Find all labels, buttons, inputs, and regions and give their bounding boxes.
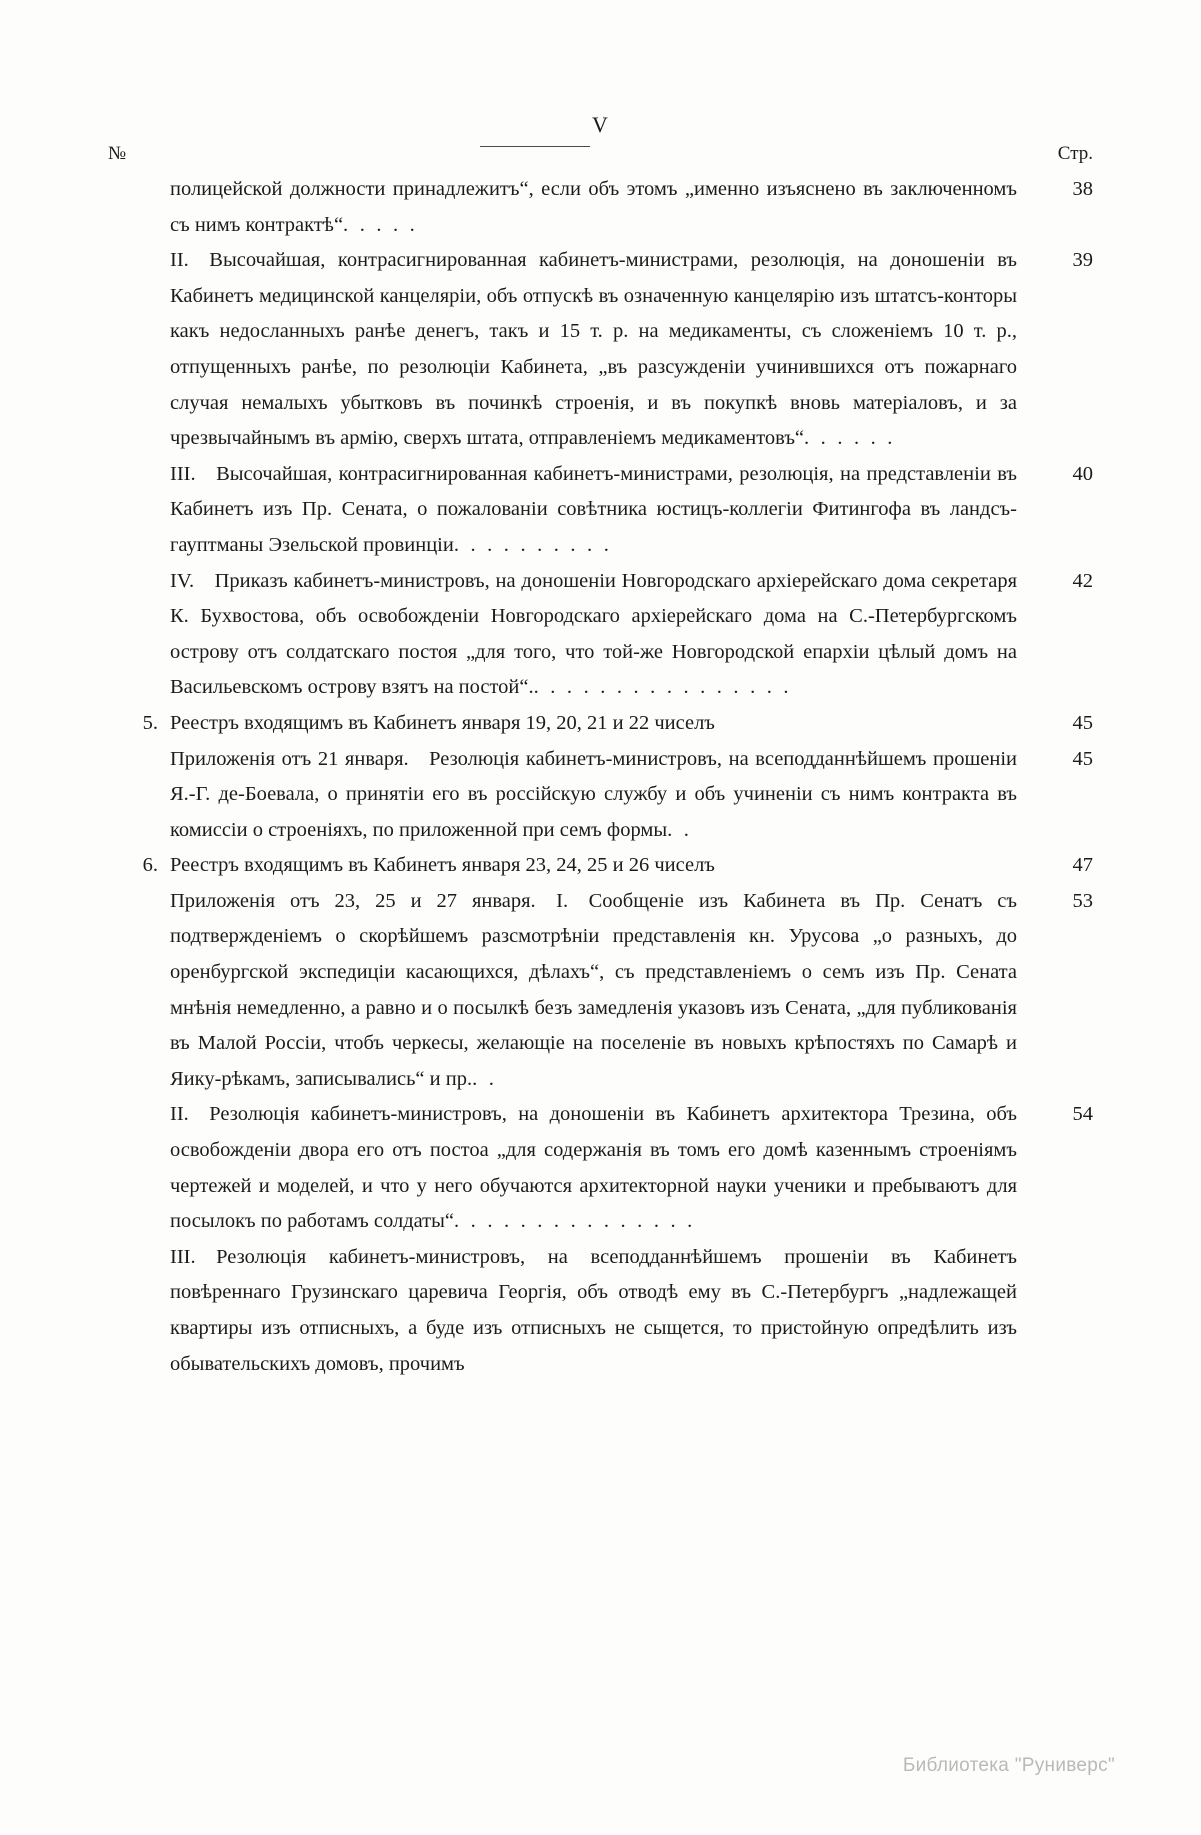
toc-leader-dots: . . . . . . . . . . . . . . .: [454, 1210, 696, 1233]
toc-leader-dots: . . . . . .: [804, 427, 896, 450]
toc-entry-text: [170, 706, 1017, 742]
toc-leader-dots: . . . . . . . . . .: [453, 533, 613, 556]
toc-entry: [108, 1240, 1093, 1382]
toc-entry-text: [170, 243, 1017, 457]
library-watermark: Библиотека "Руниверс": [902, 1755, 1115, 1776]
toc-entry-text: [170, 172, 1017, 243]
toc-entry-page: 45: [1072, 747, 1093, 770]
toc-entry-title: Реестръ входящимъ въ Кабинетъ января 23, 24, 25 и 26 чиселъ: [170, 854, 715, 877]
toc-entry-page: 54: [1072, 1103, 1093, 1126]
page-number-roman: V: [592, 112, 609, 137]
toc-leader-dots: . .: [667, 818, 693, 841]
toc-entry: [108, 457, 1093, 564]
toc-entry-page: 40: [1072, 462, 1093, 485]
toc-entry-page: 47: [1072, 854, 1093, 877]
toc-entry-title: полицейской должности принадлежитъ“, если объ этомъ „именно изъяснено въ заключенномъ съ нимъ контрактѣ“: [170, 178, 1017, 236]
toc-entry-text: [170, 742, 1017, 849]
header-rule: [480, 146, 590, 147]
toc-entry-page: 38: [1072, 178, 1093, 200]
toc-entry-title: II. Резолюція кабинетъ-министровъ, на доношеніи въ Кабинетъ архитектора Трезина, объ освобожденіи двора его отъ постоа „для содержанія въ томъ его домѣ казеннымъ строеніямъ чертежей и моделей, и что у него обучаются архитекторной науки ученики и пребываютъ для посылокъ по работамъ солдаты“: [170, 1103, 1017, 1233]
toc-entry-title: Приложенія отъ 21 января. Резолюція кабинетъ-министровъ, на всеподданнѣйшемъ прошеніи Я.-Г. де-Боевала, о принятіи его въ россійскую службу и объ учиненіи съ нимъ контракта въ комиссіи о строеніяхъ, по приложенной при семъ формы: [170, 747, 1017, 841]
toc-entry-title: III. Резолюція кабинетъ-министровъ, на всеподданнѣйшемъ прошеніи въ Кабинетъ повѣреннаго Грузинскаго царевича Георгія, объ отводѣ ему въ С.-Петербургъ „надлежащей квартиры изъ отписныхъ, а буде изъ отписныхъ не сыщется, то пристойную опредѣлить изъ обывательскихъ домовъ, прочимъ: [170, 1245, 1017, 1375]
toc-entry-number: 5.: [142, 711, 158, 734]
toc-entry-page: 53: [1072, 889, 1093, 912]
page-header-number-symbol: №: [108, 143, 127, 164]
toc-entry-number: 6.: [142, 854, 158, 877]
toc-entry: [108, 848, 1093, 884]
toc-entry: [108, 564, 1093, 706]
toc-entry: [108, 243, 1093, 457]
toc-entry-page: 45: [1072, 711, 1093, 734]
toc-entry-page: 42: [1072, 569, 1093, 592]
toc-entry-title: Приложенія отъ 23, 25 и 27 января. I. Сообщеніе изъ Кабинета въ Пр. Сенатъ съ подтвержденіемъ о скорѣйшемъ разсмотрѣніи представленія кн. Урусова „о разныхъ, до оренбургской экспедиціи касающихся, дѣлахъ“, съ представленіемъ о семъ изъ Пр. Сената мнѣнія немедленно, а равно и о посылкѣ безъ замедленія указовъ изъ Сената, „для публикованія въ Малой Россіи, чтобъ черкесы, желающіе на поселеніе въ новыхъ крѣпостяхъ по Самарѣ и Яику-рѣкамъ, записывались“ и пр.: [170, 889, 1017, 1090]
page-header-column-label: Стр.: [1057, 143, 1093, 164]
toc-entry-title: III. Высочайшая, контрасигнированная кабинетъ-министрами, резолюція, на представленіи въ Кабинетъ изъ Пр. Сената, о пожалованіи совѣтника юстицъ-коллегіи Фитингофа въ ландсъ-гауптманы Эзельской провинціи: [170, 462, 1017, 556]
toc-entry: [108, 1097, 1093, 1239]
toc-entry: [108, 706, 1093, 742]
toc-leader-dots: . .: [472, 1067, 498, 1090]
table-of-contents: [108, 172, 1093, 1382]
toc-entry: [108, 172, 1093, 243]
toc-entry-text: [170, 564, 1017, 706]
toc-entry-text: [170, 457, 1017, 564]
toc-entry-page: 39: [1072, 249, 1093, 272]
toc-leader-dots: . . . . . . . . . . . . . . . .: [533, 676, 792, 699]
toc-entry-text: [170, 884, 1017, 1098]
toc-entry-title: Реестръ входящимъ въ Кабинетъ января 19, 20, 21 и 22 чиселъ: [170, 711, 715, 734]
toc-entry: [108, 742, 1093, 849]
toc-entry-text: [170, 848, 1017, 884]
toc-entry-text: [170, 1240, 1017, 1382]
toc-leader-dots: . . . . .: [343, 213, 418, 236]
toc-entry: [108, 884, 1093, 1098]
toc-entry-text: [170, 1097, 1017, 1239]
toc-entry-title: II. Высочайшая, контрасигнированная кабинетъ-министрами, резолюція, на доношеніи въ Кабинетъ медицинской канцеляріи, объ отпускѣ въ означенную канцелярію изъ штатсъ-конторы какъ недосланныхъ ранѣе денегъ, такъ и 15 т. р. на медикаменты, съ сложеніемъ 10 т. р., отпущенныхъ ранѣе, по резолюціи Кабинета, „въ разсужденіи учинившихся отъ пожарнаго случая немалыхъ убытковъ въ починкѣ строенія, и въ покупкѣ вновь матеріаловъ, и за чрезвычайнымъ въ армію, сверхъ штата, отправленіемъ медикаментовъ“: [170, 249, 1017, 450]
toc-entry-title: IV. Приказъ кабинетъ-министровъ, на доношеніи Новгородскаго архіерейскаго дома секретаря К. Бухвостова, объ освобожденіи Новгородскаго архіерейскаго дома на С.-Петербургскомъ острову отъ солдатскаго постоя „для того, что той-же Новгородской епархіи цѣлый домъ на Васильевскомъ острову взятъ на постой“.: [170, 569, 1017, 699]
